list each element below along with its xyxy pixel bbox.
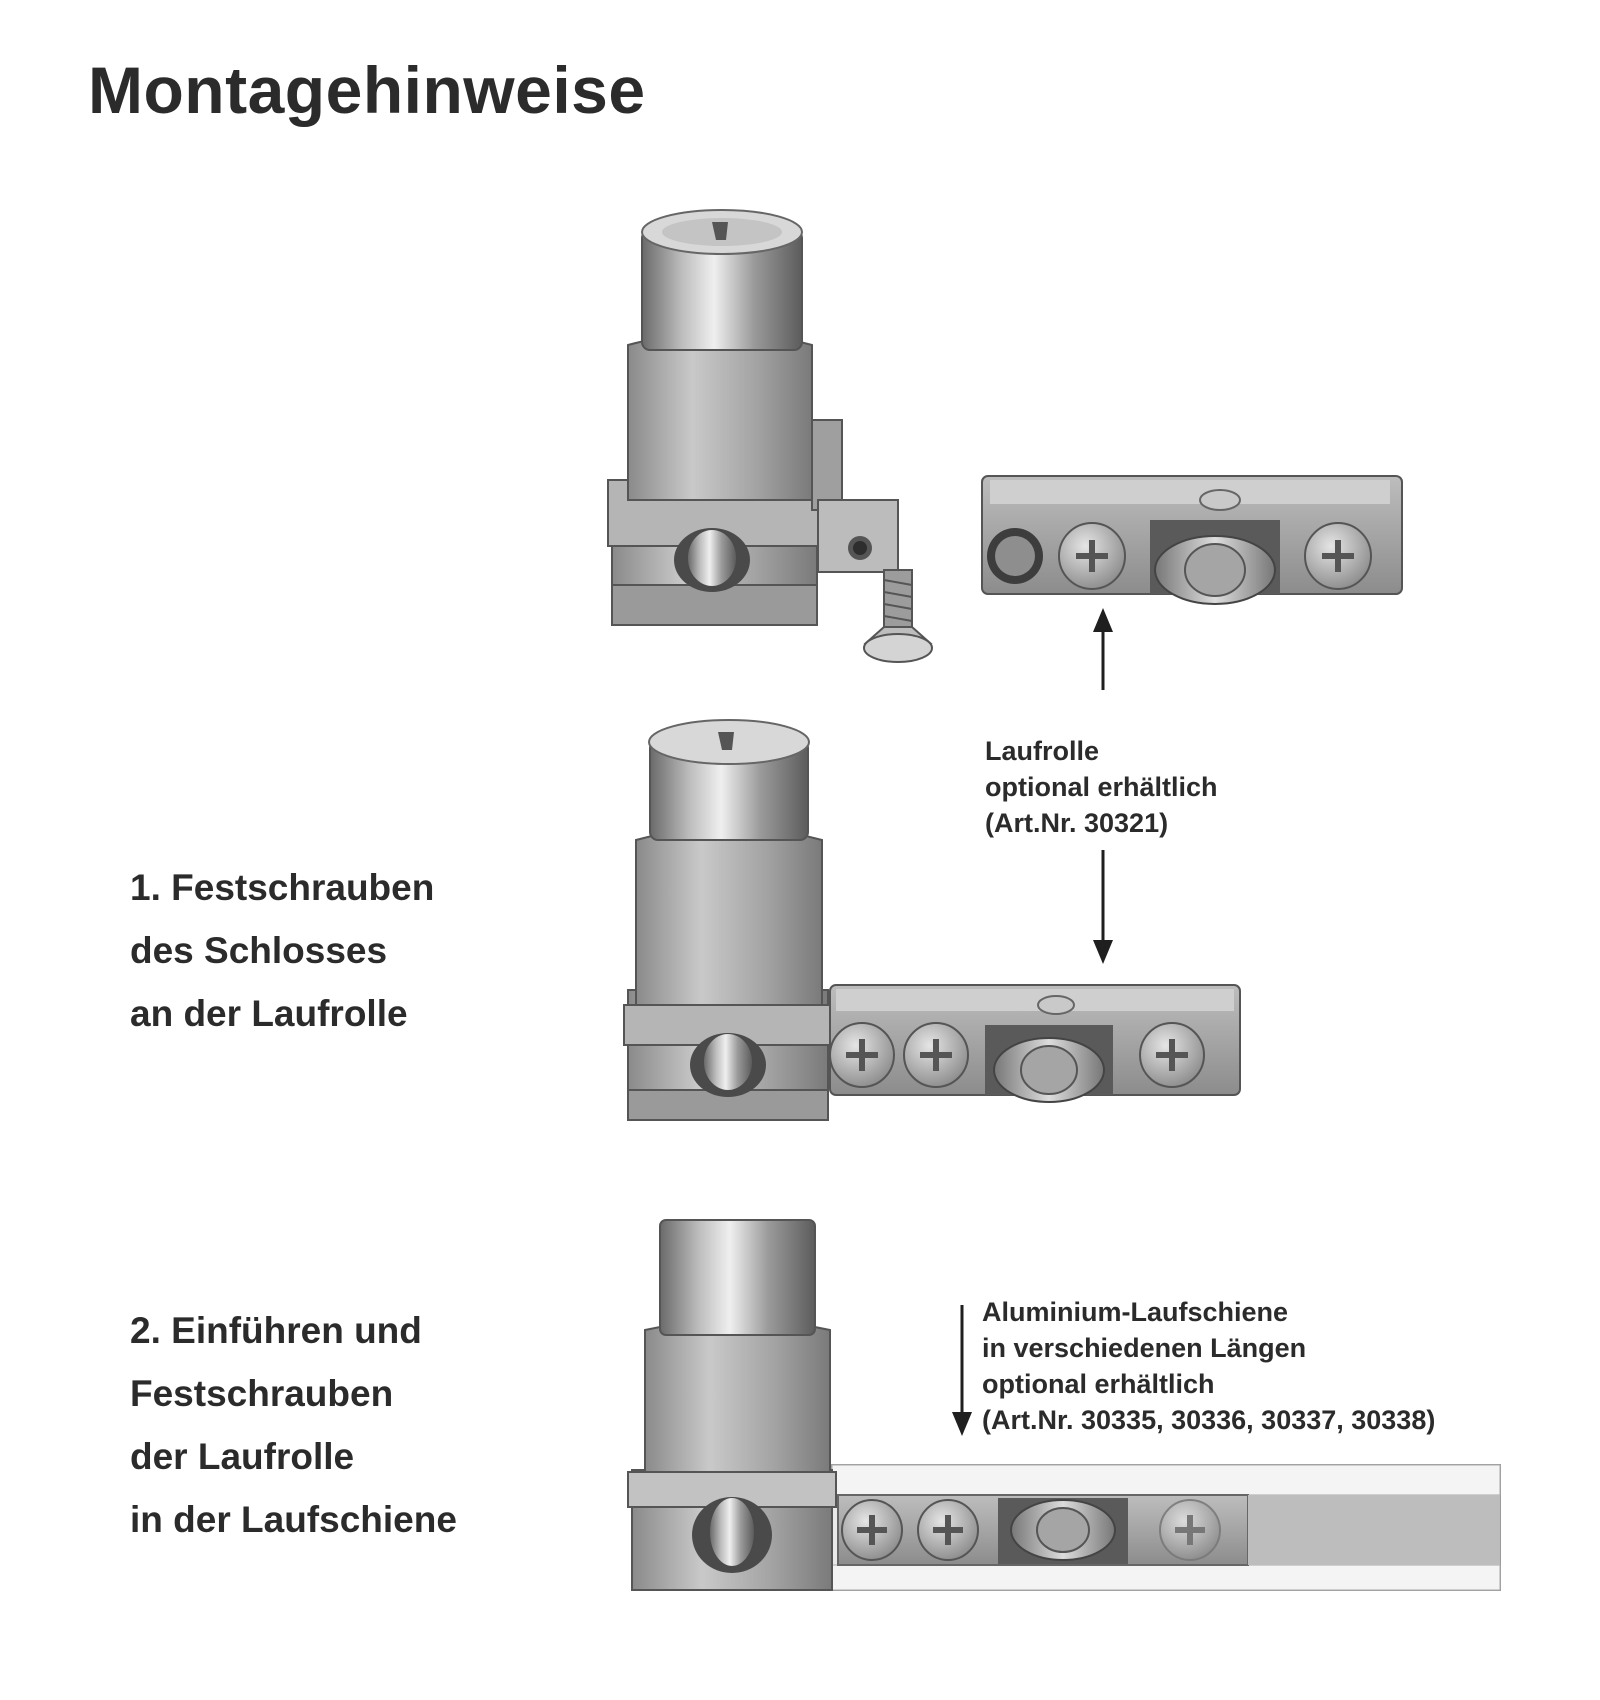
step-line: des Schlosses	[130, 930, 388, 971]
rail-note-line: Aluminium-Laufschiene	[982, 1297, 1289, 1327]
roller-note	[985, 733, 1218, 841]
step-1	[130, 856, 434, 1045]
step-line: 1. Festschrauben	[130, 867, 435, 908]
roller-note-line: (Art.Nr. 30321)	[985, 808, 1169, 838]
rail-note-line: (Art.Nr. 30335, 30336, 30337, 30338)	[982, 1405, 1436, 1435]
step-line: der Laufrolle	[130, 1436, 355, 1477]
rail-note-line: in verschiedenen Längen	[982, 1333, 1307, 1363]
step-2	[130, 1299, 457, 1551]
lock-top	[608, 210, 898, 625]
roller-note-line: Laufrolle	[985, 736, 1100, 766]
arrow-down	[1093, 850, 1113, 964]
roller-top	[982, 476, 1402, 604]
roller-note-line: optional erhältlich	[985, 772, 1218, 802]
page-title: Montagehinweise	[88, 53, 646, 127]
step-line: an der Laufrolle	[130, 993, 408, 1034]
arrow-rail	[952, 1305, 972, 1436]
arrow-up	[1093, 608, 1113, 690]
step-line: Festschrauben	[130, 1373, 394, 1414]
rail-note	[982, 1294, 1435, 1438]
step-line: 2. Einführen und	[130, 1310, 422, 1351]
fixing-screw	[864, 570, 932, 662]
rail-note-line: optional erhältlich	[982, 1369, 1215, 1399]
step-line: in der Laufschiene	[130, 1499, 457, 1540]
